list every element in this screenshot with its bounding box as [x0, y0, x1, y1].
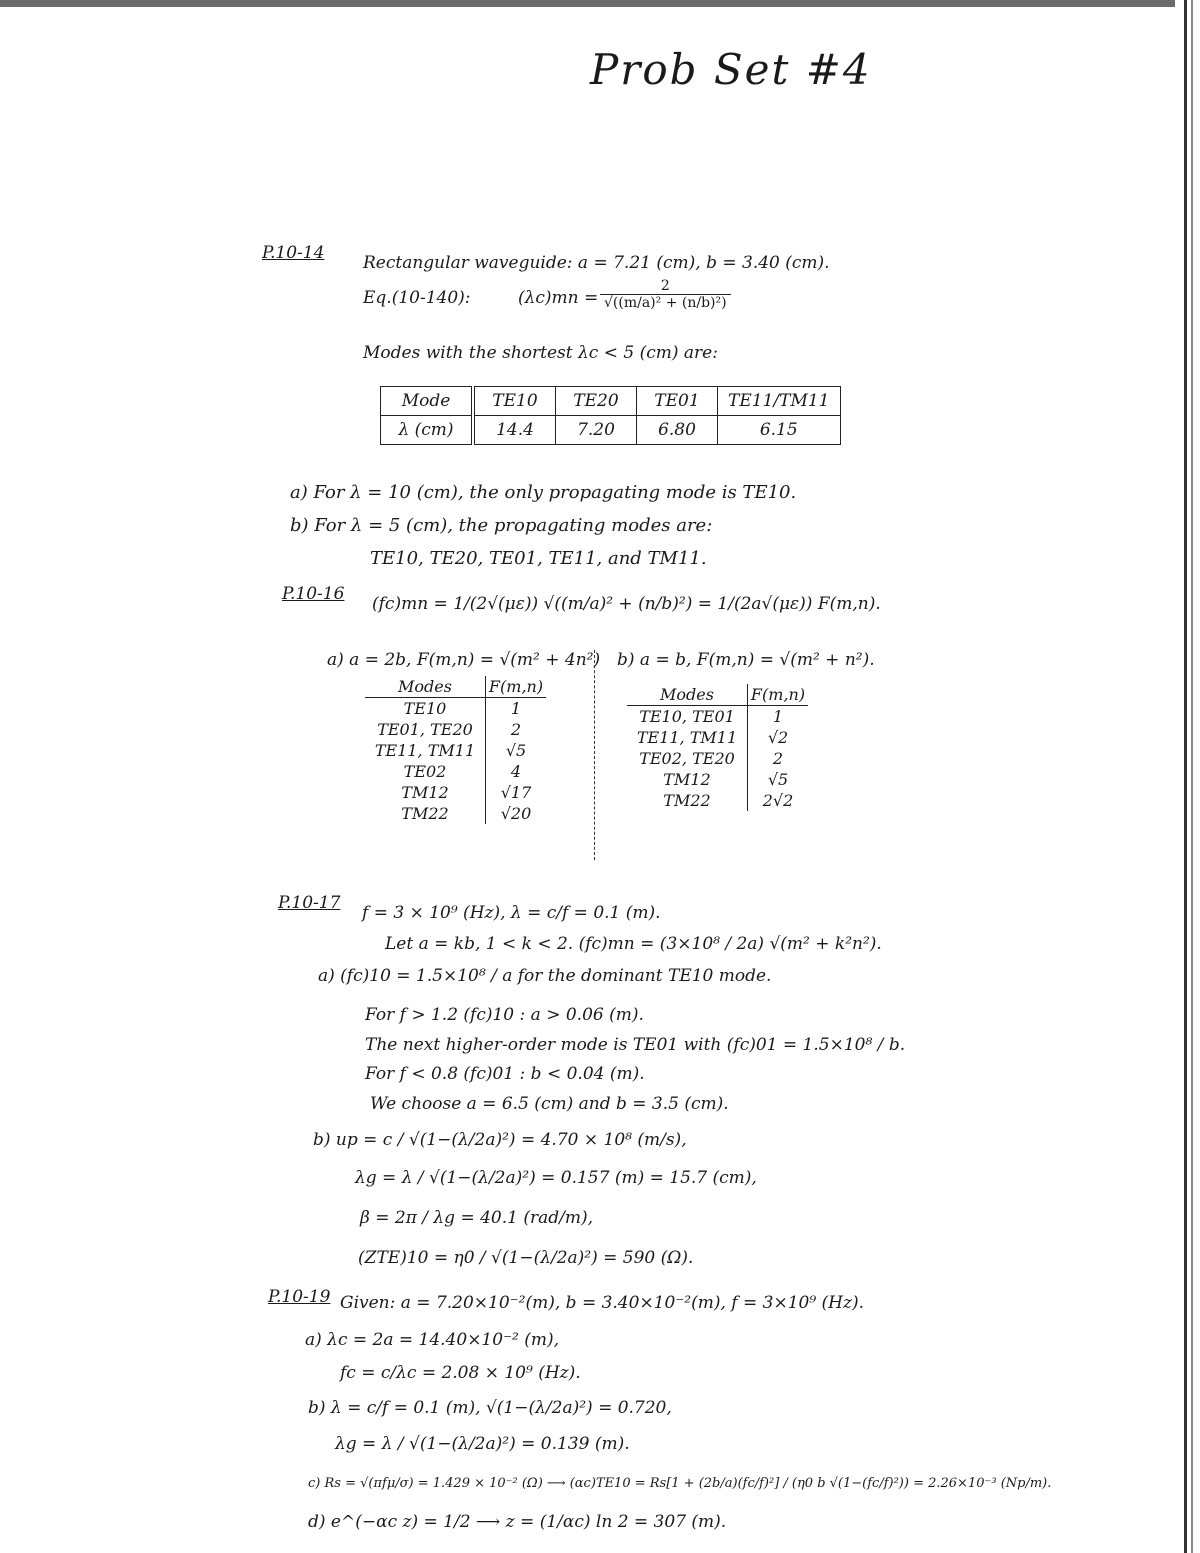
p1017-line1: f = 3 × 10⁹ (Hz), λ = c/f = 0.1 (m).	[362, 903, 661, 923]
p1016-b-table	[627, 684, 808, 811]
p1017-line10: β = 2π / λg = 40.1 (rad/m),	[360, 1208, 594, 1228]
table-cell: TE11, TM11	[365, 740, 486, 761]
p1017-line11: (ZTE)10 = η0 / √(1−(λ/2a)²) = 590 (Ω).	[358, 1248, 694, 1268]
table-row	[381, 416, 841, 445]
p1017-line3: a) (fc)10 = 1.5×10⁸ / a for the dominant TE10 mode.	[318, 966, 772, 986]
table-cell: 6.80	[637, 416, 718, 445]
problem-label-10-17: P.10-17	[278, 893, 341, 913]
p1014-eq-fraction	[596, 278, 735, 311]
table-row	[365, 676, 546, 698]
p1016-divider	[594, 650, 595, 860]
table-cell: √5	[767, 770, 789, 789]
table-row	[627, 706, 808, 727]
p1017-line6: For f < 0.8 (fc)01 : b < 0.04 (m).	[365, 1064, 645, 1084]
table-header: F(m,n)	[750, 685, 806, 704]
table-cell: 4	[510, 762, 522, 781]
p1019-line5: λg = λ / √(1−(λ/2a)²) = 0.139 (m).	[335, 1434, 630, 1454]
p1014-eq-lhs: (λc)mn =	[518, 288, 599, 308]
table-row	[365, 740, 546, 761]
p1017-line9: λg = λ / √(1−(λ/2a)²) = 0.157 (m) = 15.7 (cm),	[355, 1168, 757, 1188]
scan-edge-right	[1184, 0, 1187, 1553]
problem-label-10-14: P.10-14	[262, 243, 325, 263]
table-cell: √5	[505, 741, 527, 760]
p1016-b-head: b) a = b, F(m,n) = √(m² + n²).	[617, 650, 875, 670]
problem-label-10-16: P.10-16	[282, 584, 345, 604]
p1014-eq-num: 2	[600, 278, 731, 295]
table-cell: √17	[500, 783, 532, 802]
table-cell: Mode	[381, 387, 474, 416]
p1017-line4: For f > 1.2 (fc)10 : a > 0.06 (m).	[365, 1005, 644, 1025]
table-cell: TE01, TE20	[365, 719, 486, 740]
table-cell: TE02, TE20	[627, 748, 748, 769]
p1014-line1: Rectangular waveguide: a = 7.21 (cm), b = 3.40 (cm).	[363, 253, 830, 273]
table-row	[365, 719, 546, 740]
table-row	[627, 727, 808, 748]
scan-edge-top	[0, 0, 1175, 7]
table-cell: TE02	[365, 761, 486, 782]
table-row	[627, 748, 808, 769]
table-row	[365, 782, 546, 803]
table-header: Modes	[365, 676, 486, 697]
table-cell: TM22	[627, 790, 748, 811]
table-cell: TE10	[365, 698, 486, 719]
scan-edge-right-inner	[1191, 0, 1193, 1553]
p1014-part-b2: TE10, TE20, TE01, TE11, and TM11.	[370, 548, 707, 569]
p1014-eq-label: Eq.(10-140):	[363, 288, 471, 308]
table-row	[365, 803, 546, 824]
p1017-line2: Let a = kb, 1 < k < 2. (fc)mn = (3×10⁸ / 2a) √(m² + k²n²).	[385, 934, 882, 954]
table-cell: √2	[767, 728, 789, 747]
p1014-eq-den: √((m/a)² + (n/b)²)	[604, 295, 727, 311]
p1016-a-table	[365, 676, 546, 824]
table-cell: TE11, TM11	[627, 727, 748, 748]
table-cell: 1	[772, 707, 784, 726]
table-cell: TE10	[473, 387, 556, 416]
p1016-a-head: a) a = 2b, F(m,n) = √(m² + 4n²)	[327, 650, 601, 670]
p1014-modes-line: Modes with the shortest λc < 5 (cm) are:	[363, 343, 718, 363]
p1014-part-a: a) For λ = 10 (cm), the only propagating mode is TE10.	[290, 482, 797, 503]
table-header: F(m,n)	[488, 677, 544, 696]
table-cell: TE20	[556, 387, 637, 416]
table-cell: TM12	[365, 782, 486, 803]
table-cell: TM22	[365, 803, 486, 824]
table-cell: √20	[500, 804, 532, 823]
p1019-line1: Given: a = 7.20×10⁻²(m), b = 3.40×10⁻²(m), f = 3×10⁹ (Hz).	[340, 1293, 865, 1313]
table-row	[627, 684, 808, 706]
p1019-line2: a) λc = 2a = 14.40×10⁻² (m),	[305, 1330, 560, 1350]
table-row	[365, 761, 546, 782]
p1014-part-b1: b) For λ = 5 (cm), the propagating modes are:	[290, 515, 713, 536]
table-row	[381, 387, 841, 416]
table-cell: TM12	[627, 769, 748, 790]
table-cell: TE11/TM11	[718, 387, 841, 416]
table-row	[365, 698, 546, 719]
p1017-line8: b) up = c / √(1−(λ/2a)²) = 4.70 × 10⁸ (m/s),	[313, 1130, 687, 1150]
p1019-line6: c) Rs = √(πfμ/σ) = 1.429 × 10⁻² (Ω) ⟶ (αc)TE10 = Rs[1 + (2b/a)(fc/f)²] / (η0 b √(1−(fc/f)²)) = 2.26×10⁻³ (Np/m).	[308, 1476, 1052, 1491]
table-cell: 2	[772, 749, 784, 768]
table-row	[627, 769, 808, 790]
p1016-eq: (fc)mn = 1/(2√(με)) √((m/a)² + (n/b)²) = 1/(2a√(με)) F(m,n).	[372, 594, 881, 614]
table-row	[627, 790, 808, 811]
p1019-line4: b) λ = c/f = 0.1 (m), √(1−(λ/2a)²) = 0.720,	[308, 1398, 672, 1418]
table-cell: TE10, TE01	[627, 706, 748, 727]
p1017-line5: The next higher-order mode is TE01 with (fc)01 = 1.5×10⁸ / b.	[365, 1035, 906, 1055]
p1014-mode-table	[380, 386, 841, 445]
table-cell: TE01	[637, 387, 718, 416]
table-cell: 6.15	[718, 416, 841, 445]
table-cell: 2	[510, 720, 522, 739]
table-header: Modes	[627, 684, 748, 705]
table-cell: λ (cm)	[381, 416, 474, 445]
problem-label-10-19: P.10-19	[268, 1287, 331, 1307]
table-cell: 7.20	[556, 416, 637, 445]
table-cell: 1	[510, 699, 522, 718]
page-title: Prob Set #4	[590, 45, 872, 94]
table-cell: 2√2	[762, 791, 794, 810]
p1017-line7: We choose a = 6.5 (cm) and b = 3.5 (cm).	[370, 1094, 729, 1114]
p1019-line7: d) e^(−αc z) = 1/2 ⟶ z = (1/αc) ln 2 = 307 (m).	[308, 1512, 727, 1532]
table-cell: 14.4	[473, 416, 556, 445]
p1019-line3: fc = c/λc = 2.08 × 10⁹ (Hz).	[340, 1363, 581, 1383]
